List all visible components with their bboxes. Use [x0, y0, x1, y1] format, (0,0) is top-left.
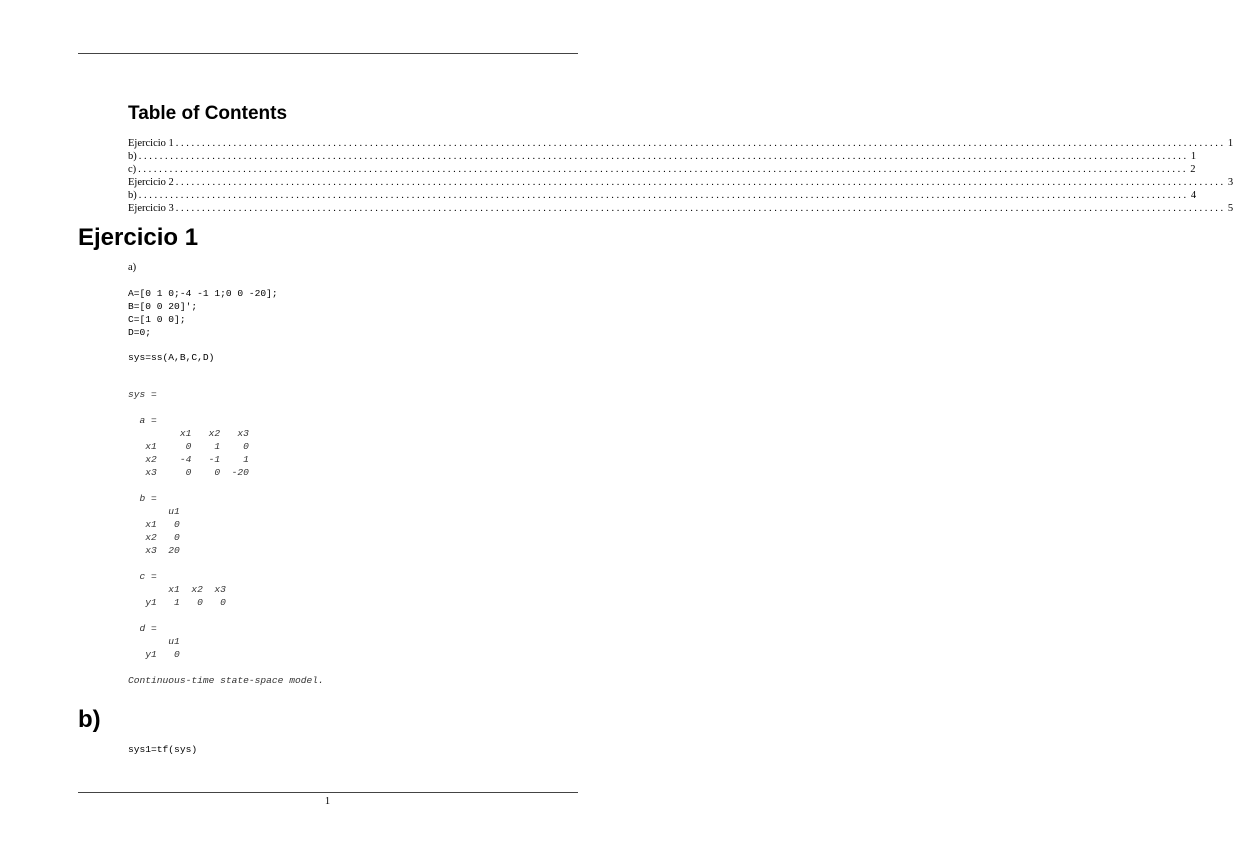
code-block-tf: sys1=tf(sys) [128, 744, 198, 755]
code-output-ss: sys = a = x1 x2 x3 x1 0 1 0 x2 -4 -1 1 x3 0 0 -20 b = u1 x1 0 x2 0 x3 20 c = x1 x2 x3 y1 1 0 0 d = u1 y1 0 Continuous-time state-space model. [128, 389, 324, 686]
toc-leader-dots: . . . . . . . . . . . . . . . . . . . . . . . . . . . . . . . . . . . . . . . . . . . . . . . . . . . . . . . . . . . . . . . . . . . . . . . . . . . . . . . . . . . . . . . . . . . . . . . . . . . . . . . . . . . . . . . . . . . . . . . . . . . . . . . . . . . . . . . . . . . . . . . . . . . . . . . . . . . . . . . . . . . . . . . . . . . . . . . . . . . . . . . . . . . . . . . . . . . . . . . . [175, 203, 1224, 214]
toc-leader-dots: . . . . . . . . . . . . . . . . . . . . . . . . . . . . . . . . . . . . . . . . . . . . . . . . . . . . . . . . . . . . . . . . . . . . . . . . . . . . . . . . . . . . . . . . . . . . . . . . . . . . . . . . . . . . . . . . . . . . . . . . . . . . . . . . . . . . . . . . . . . . . . . . . . . . . . . . . . . . . . . . . . . . . . . . . . . . . . . . . . . . . . . . . . . . . . . . . . . . . . . . [138, 151, 1187, 162]
footer-rule [78, 792, 578, 793]
toc-entry-page: 1 [1190, 151, 1197, 162]
section-heading-ejercicio-1: Ejercicio 1 [78, 224, 199, 251]
toc-entry-label[interactable]: Ejercicio 2 [128, 177, 174, 188]
toc-entry[interactable] [128, 202, 1233, 215]
toc-entry-label[interactable]: Ejercicio 1 [128, 138, 174, 149]
header-rule [78, 53, 578, 54]
code-block-matrices: A=[0 1 0;-4 -1 1;0 0 -20]; B=[0 0 20]'; C=[1 0 0]; D=0; [128, 288, 278, 338]
toc-leader-dots: . . . . . . . . . . . . . . . . . . . . . . . . . . . . . . . . . . . . . . . . . . . . . . . . . . . . . . . . . . . . . . . . . . . . . . . . . . . . . . . . . . . . . . . . . . . . . . . . . . . . . . . . . . . . . . . . . . . . . . . . . . . . . . . . . . . . . . . . . . . . . . . . . . . . . . . . . . . . . . . . . . . . . . . . . . . . . . . . . . . . . . . . . . . . . . . . . . . . . . . . [175, 177, 1224, 188]
toc-entry-page: 2 [1190, 164, 1196, 175]
toc-entry[interactable] [128, 189, 1197, 202]
subsection-label-a: a) [128, 262, 137, 273]
toc-entry-page: 4 [1190, 190, 1197, 201]
table-of-contents [128, 137, 1233, 215]
page-number: 1 [324, 796, 331, 807]
toc-leader-dots: . . . . . . . . . . . . . . . . . . . . . . . . . . . . . . . . . . . . . . . . . . . . . . . . . . . . . . . . . . . . . . . . . . . . . . . . . . . . . . . . . . . . . . . . . . . . . . . . . . . . . . . . . . . . . . . . . . . . . . . . . . . . . . . . . . . . . . . . . . . . . . . . . . . . . . . . . . . . . . . . . . . . . . . . . . . . . . . . . . . . . . . . . . . . . . . . . . . . . . . . [175, 138, 1224, 149]
code-block-ss: sys=ss(A,B,C,D) [128, 352, 215, 363]
toc-entry[interactable] [128, 137, 1233, 150]
toc-entry[interactable] [128, 163, 1196, 176]
toc-entry-page: 1 [1227, 138, 1233, 149]
toc-entry-label[interactable]: c) [128, 164, 137, 175]
toc-entry-label[interactable]: Ejercicio 3 [128, 203, 174, 214]
toc-entry-page: 5 [1227, 203, 1233, 214]
toc-entry-page: 3 [1227, 177, 1233, 188]
toc-title: Table of Contents [128, 103, 288, 124]
toc-entry-label[interactable]: b) [128, 190, 137, 201]
toc-entry[interactable] [128, 176, 1233, 189]
toc-entry-label[interactable]: b) [128, 151, 137, 162]
section-heading-b: b) [78, 706, 101, 733]
toc-leader-dots: . . . . . . . . . . . . . . . . . . . . . . . . . . . . . . . . . . . . . . . . . . . . . . . . . . . . . . . . . . . . . . . . . . . . . . . . . . . . . . . . . . . . . . . . . . . . . . . . . . . . . . . . . . . . . . . . . . . . . . . . . . . . . . . . . . . . . . . . . . . . . . . . . . . . . . . . . . . . . . . . . . . . . . . . . . . . . . . . . . . . . . . . . . . . . . . . . . . . . . . . [138, 190, 1187, 201]
toc-leader-dots: . . . . . . . . . . . . . . . . . . . . . . . . . . . . . . . . . . . . . . . . . . . . . . . . . . . . . . . . . . . . . . . . . . . . . . . . . . . . . . . . . . . . . . . . . . . . . . . . . . . . . . . . . . . . . . . . . . . . . . . . . . . . . . . . . . . . . . . . . . . . . . . . . . . . . . . . . . . . . . . . . . . . . . . . . . . . . . . . . . . . . . . . . . . . . . . . . . . . . . . . [138, 164, 1186, 175]
toc-entry[interactable] [128, 150, 1197, 163]
